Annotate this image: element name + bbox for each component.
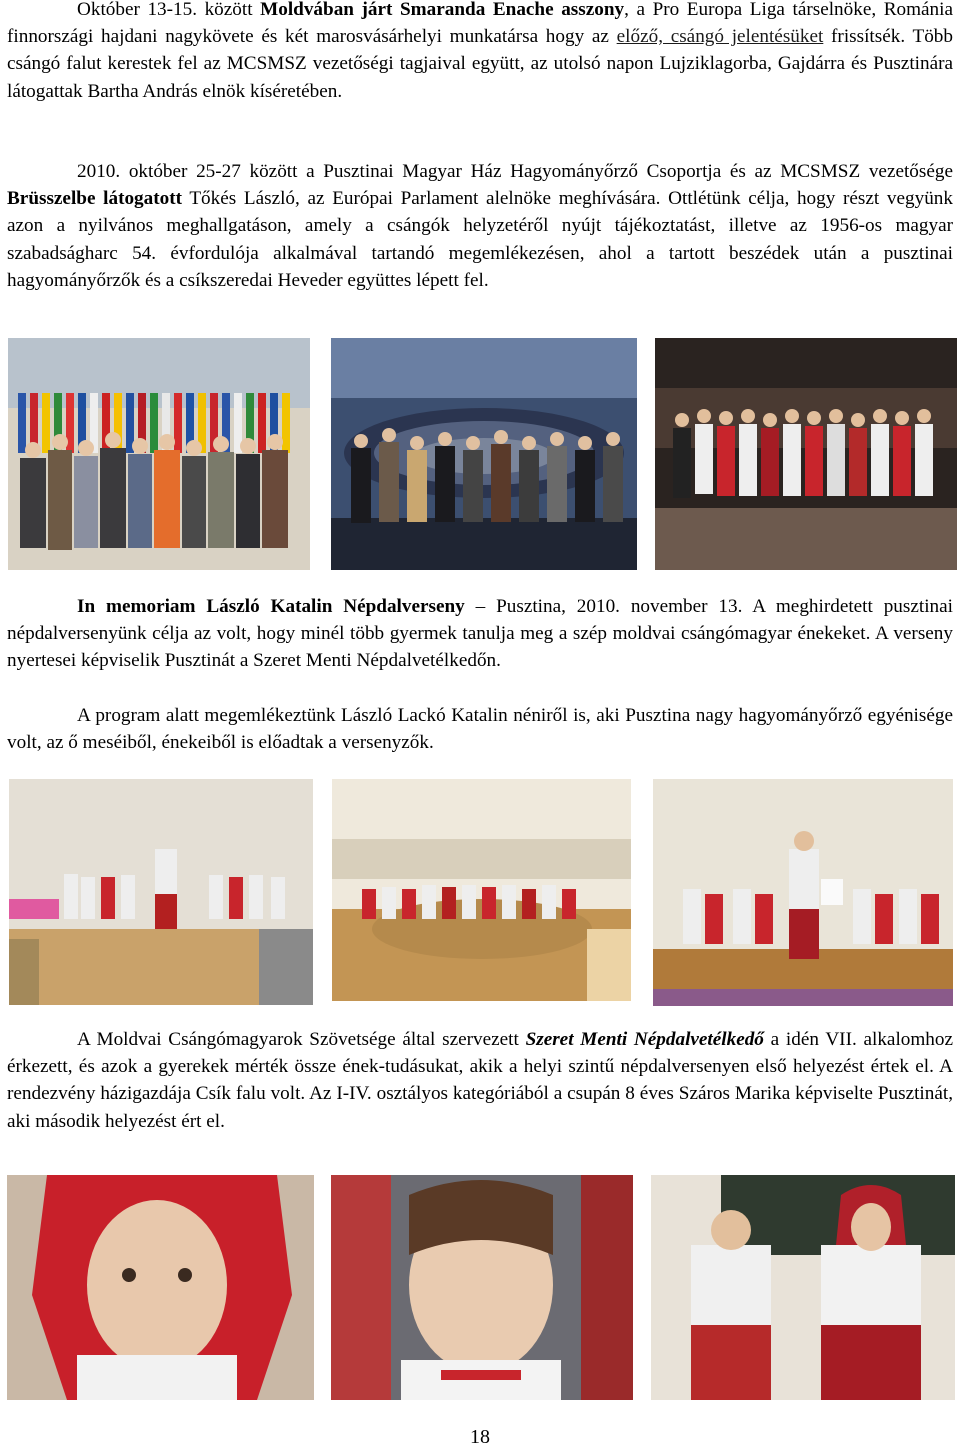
text-run: – Pusztina, 2010. november 13. A meghirdetett pusztinai népdalversenyünk célja az volt, hogy minél több gyermek tanulja meg a szép moldvai csángómagyar énekeket. A verseny nyertesei képviselik Pusztinát a Szeret Menti Népdalvetélkedőn. [7,596,953,672]
photo-smiling-girl-portrait [331,1175,633,1400]
page-number: 18 [470,1426,490,1448]
photo-girl-red-headscarf-portrait [7,1175,314,1400]
previous-report-link[interactable]: előző, csángó jelentésüket [616,26,824,48]
paragraph-commemoration [7,702,953,756]
bold-text: Moldvában járt Smaranda Enache asszony [260,0,625,20]
photo-children-performing [651,1175,955,1400]
paragraph-in-memoriam-contest [7,593,953,675]
text-run: Október 13-15. között [77,0,261,20]
text-run: 2010. október 25-27 között a Pusztinai Magyar Ház Hagyományőrző Csoportja és az MCSMSZ vezetősége [77,161,953,182]
photo-girl-with-diploma [653,779,953,1006]
bold-italic-text: Szeret Menti Népdalvetélkedő [525,1029,764,1050]
paragraph-smaranda-enache-visit [7,0,953,105]
text-run: frissítsék. Több csángó falut kerestek fel az MCSMSZ vezetőségi tagjaival együtt, az utolsó napon Lujziklagorba, Gajdárra és Pusztinára látogattak Bartha András elnök kíséretében. [7,26,953,102]
text-run: , a Pro Europa Liga társelnöke, Románia finnországi hajdani nagykövete és két marosvásárhelyi munkatársa hogy az [7,0,953,48]
text-run: A Moldvai Csángómagyarok Szövetsége által szervezett [77,1029,526,1050]
photo-group-european-parliament-flags [8,338,310,570]
photo-parliament-hemicycle [331,338,637,570]
paragraph-brussels-visit [7,158,953,294]
photo-traditional-costume-group [655,338,957,570]
bold-text: Brüsszelbe látogatott [7,188,182,210]
paragraph-szeret-contest [7,1026,953,1135]
bold-text: In memoriam László Katalin Népdalverseny [77,596,465,617]
text-run: A program alatt megemlékeztünk László Lackó Katalin néniről is, aki Pusztina nagy hagyományőrző egyénisége volt, az ő meséiből, énekeiből is előadtak a versenyzők. [7,705,953,754]
text-run: Tőkés László, az Európai Parlament alelnöke meghívására. Ottlétünk célja, hogy részt vegyünk azon a nyilvános meghallgatáson, amely a csángók helyzetéről nyújt tájékoztatást, illetve az 1956-os magyar szabadságharc 54. évfordulója alkalmával tartandó megemlékezésen, ahol a tartott beszédek után a pusztinai hagyományőrzők és a csíkszeredai Heveder együttes lépett fel. [7,188,953,291]
text-run: a idén VII. alkalomhoz érkezett, és azok a gyerekek mérték össze ének-tudásukat, akik a helyi szintű népdalversenyen első helyezést értek el. A rendezvény házigazdája Csík falu volt. Az I-IV. osztályos kategóriából a csupán 8 éves Száros Marika képviselte Pusztinát, aki második helyezést ért el. [7,1029,953,1132]
photo-children-singing-classroom [9,779,313,1005]
photo-children-seated-circle [332,779,631,1001]
